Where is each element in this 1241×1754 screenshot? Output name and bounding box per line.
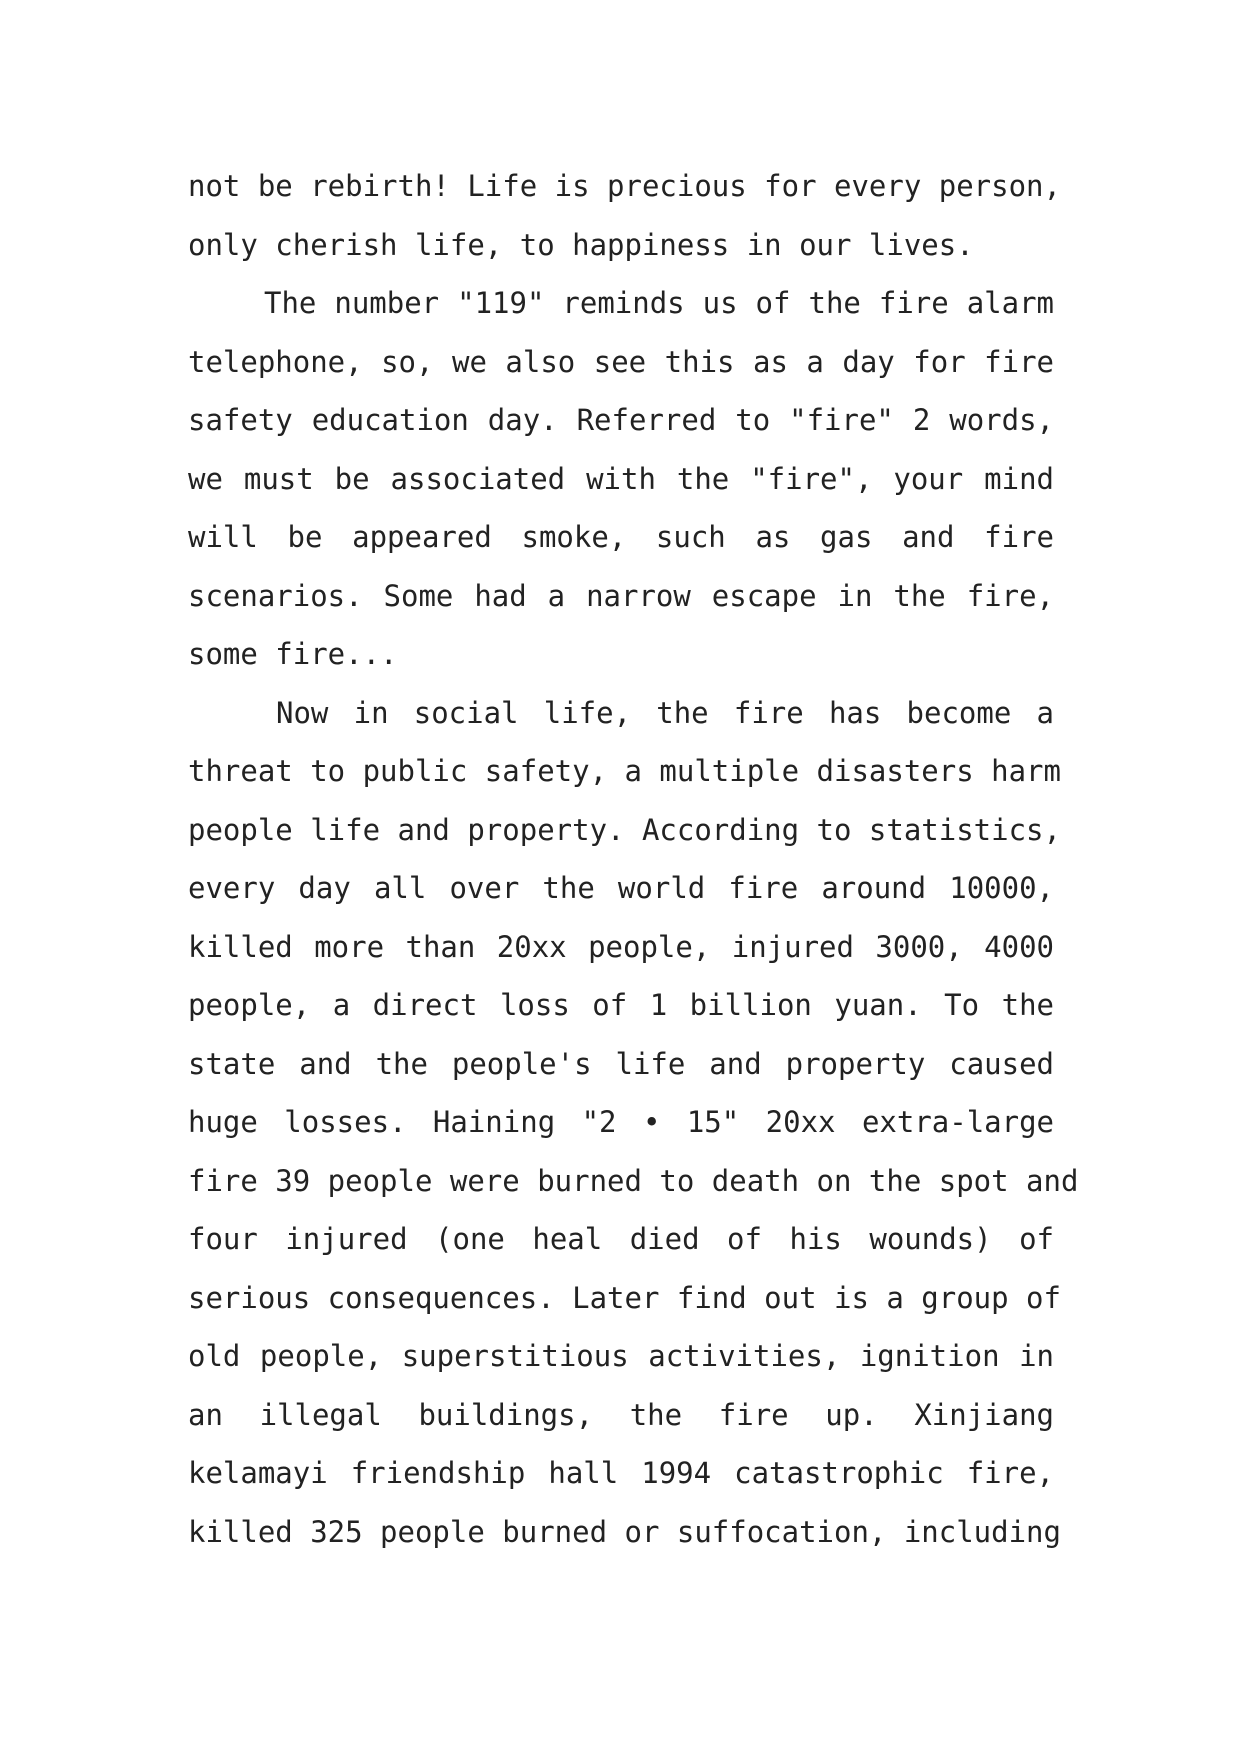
text-line: every day all over the world fire around 10000, [188, 871, 1054, 905]
text-line: four injured (one heal died of his wounds) of [188, 1222, 1054, 1256]
text-line: old people, superstitious activities, ignition in [188, 1339, 1054, 1373]
text-line: scenarios. Some had a narrow escape in the fire, [188, 578, 1054, 613]
text-line: not be rebirth! Life is precious for every person, [188, 169, 1061, 203]
text-line: safety education day. Referred to "fire" 2 words, [188, 403, 1054, 437]
text-line: serious consequences. Later find out is a group of [188, 1280, 1061, 1315]
text-line: only cherish life, to happiness in our lives. [188, 227, 974, 262]
text-line: The number "119" reminds us of the fire alarm [264, 286, 1054, 320]
text-line: kelamayi friendship hall 1994 catastrophic fire, [188, 1456, 1054, 1490]
text-line: telephone, so, we also see this as a day for fire [188, 344, 1054, 379]
text-line: Now in social life, the fire has become a [276, 695, 1054, 730]
text-line: people life and property. According to statistics, [188, 812, 1061, 847]
text-line: state and the people's life and property caused [188, 1046, 1054, 1081]
text-line: threat to public safety, a multiple disasters harm [188, 754, 1061, 788]
body-text [188, 157, 1079, 1561]
text-line: huge losses. Haining "2 • 15" 20xx extra-large [188, 1105, 1054, 1139]
text-line: fire 39 people were burned to death on the spot and [188, 1163, 1079, 1198]
text-line: will be appeared smoke, such as gas and fire [188, 520, 1054, 554]
text-line: we must be associated with the "fire", your mind [188, 461, 1054, 496]
text-line: an illegal buildings, the fire up. Xinjiang [188, 1397, 1054, 1432]
text-line: some fire... [188, 637, 398, 671]
text-line: people, a direct loss of 1 billion yuan. To the [188, 988, 1054, 1022]
text-line: killed more than 20xx people, injured 3000, 4000 [188, 929, 1054, 964]
text-line: killed 325 people burned or suffocation, including [188, 1514, 1061, 1549]
